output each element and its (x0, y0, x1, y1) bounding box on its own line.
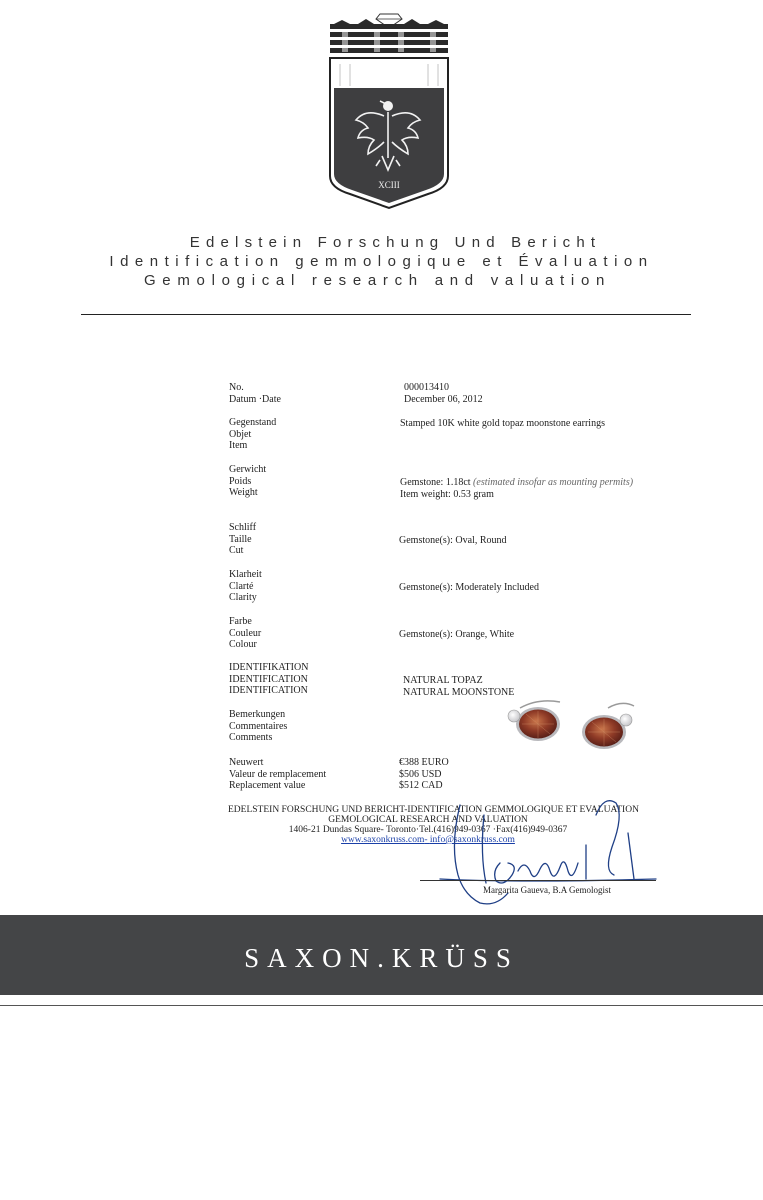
crest-motto: XCIII (378, 180, 400, 190)
value-usd: $506 USD (399, 768, 442, 780)
header-english: Gemological research and valuation (143, 272, 612, 289)
label-weight: Gerwicht Poids Weight (229, 464, 267, 499)
website-link[interactable]: www.saxonkruss.com (341, 835, 425, 845)
header-french: Identification gemmologique et Évaluation (109, 253, 654, 270)
label-number: No. Datum ·Date (229, 382, 281, 405)
crown-band (330, 19, 448, 53)
header-german: Edelstein Forschung Und Bericht (189, 234, 602, 251)
footer-links: www.saxonkruss.com- info@saxonkruss.com (341, 835, 515, 845)
email-link[interactable]: info@saxonkruss.com (429, 835, 515, 845)
bottom-rule (0, 1005, 763, 1006)
footer-subtitle: GEMOLOGICAL RESEARCH AND VALUATION (328, 815, 528, 825)
value-weight (400, 477, 633, 500)
item-weight: Item weight: 0.53 gram (400, 488, 494, 500)
header-rule (81, 314, 691, 315)
label-item: Gegenstand Objet Item (229, 417, 277, 452)
label-cut: Schliff Taille Cut (229, 522, 257, 557)
identification-topaz: NATURAL TOPAZ (403, 675, 483, 686)
crest-logo (328, 8, 450, 214)
label-value: Neuwert Valeur de remplacement Replacement value (229, 757, 327, 792)
footer-address: 1406-21 Dundas Square- Toronto·Tel.(416)949-0367 ·Fax(416)949-0367 (288, 825, 568, 835)
label-identification: IDENTIFIKATION IDENTIFICATION IDENTIFICATION (229, 662, 309, 697)
footer-title: EDELSTEIN FORSCHUNG UND BERICHT-IDENTIFICATION GEMMOLOGIQUE ET EVALUATION (228, 805, 639, 815)
value-cad: $512 CAD (399, 780, 443, 792)
certificate-date: December 06, 2012 (404, 393, 483, 405)
signatory-name: Margarita Gaueva, B.A Gemologist (483, 885, 612, 895)
label-clarity: Klarheit Clarté Clarity (229, 569, 262, 604)
value-cut: Gemstone(s): Oval, Round (399, 535, 507, 546)
earrings-photo (498, 692, 642, 756)
value-clarity: Gemstone(s): Moderately Included (399, 582, 539, 593)
identification-moonstone: NATURAL MOONSTONE (403, 686, 515, 698)
value-item: Stamped 10K white gold topaz moonstone earrings (400, 418, 605, 429)
label-comments: Bemerkungen Commentaires Comments (229, 709, 288, 744)
signature-line (420, 880, 656, 881)
value-euro: €388 EURO (399, 757, 449, 768)
gemstone-weight: Gemstone: 1.18ct (400, 477, 471, 488)
value-colour: Gemstone(s): Orange, White (399, 629, 515, 640)
brand-name: SAXON.KRÜSS (244, 943, 519, 973)
label-colour: Farbe Couleur Colour (229, 616, 262, 651)
weight-note: (estimated insofar as mounting permits) (473, 477, 634, 488)
certificate-number: 000013410 (404, 382, 449, 393)
value-number-date (404, 382, 483, 405)
